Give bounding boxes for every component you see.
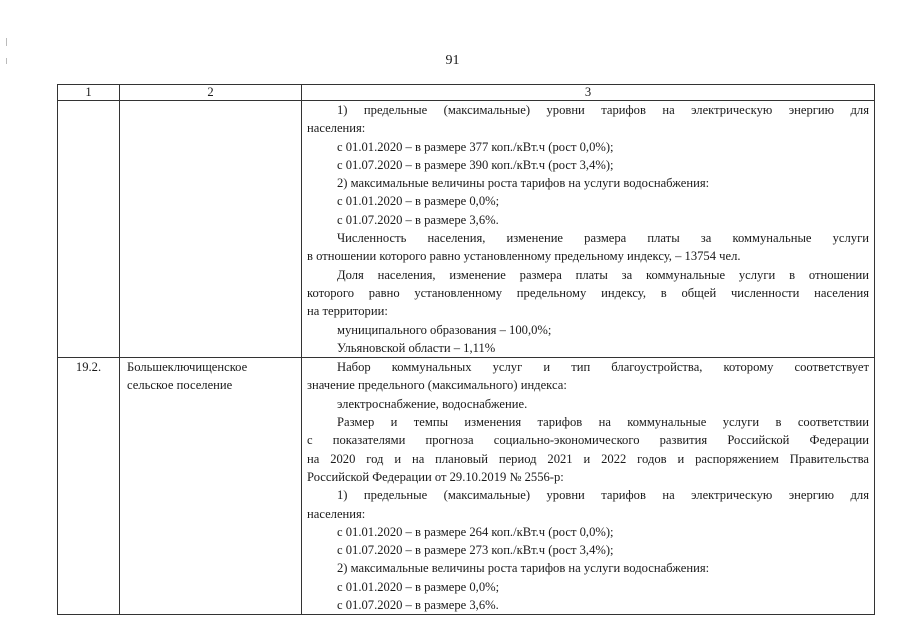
scan-edge-mark (6, 38, 7, 46)
text-line: с 01.07.2020 – в размере 3,6%. (337, 212, 499, 227)
text-line: с показателями прогноза социально-экономического развития Российской Федерации (307, 433, 869, 448)
text-line: с 01.01.2020 – в размере 0,0%; (337, 194, 500, 209)
text-line: Набор коммунальных услуг и тип благоустройства, которому соответствует (337, 360, 869, 375)
page-number: 91 (445, 53, 460, 68)
text-line: 1) предельные (максимальные) уровни тарифов на электрическую энергию для (337, 103, 869, 117)
text-line: с 01.07.2020 – в размере 390 коп./кВт.ч (рост 3,4%); (337, 157, 614, 172)
text-line: 1) предельные (максимальные) уровни тарифов на электрическую энергию для (337, 488, 869, 503)
tariff-description-cell (302, 358, 875, 615)
text-line: Доля населения, изменение размера платы за коммунальные услуги в отношении (337, 267, 869, 282)
text-line: на территории: (307, 304, 388, 319)
text-line: значение предельного (максимального) индекса: (307, 378, 567, 393)
text-line: 2) максимальные величины роста тарифов на услуги водоснабжения: (337, 561, 710, 576)
text-line: с 01.01.2020 – в размере 0,0%; (337, 579, 500, 594)
text-line: которого равно установленному предельному индексу, в общей численности населения (307, 285, 869, 300)
table-row (58, 101, 875, 358)
text-line: с 01.01.2020 – в размере 377 коп./кВт.ч (рост 0,0%); (337, 139, 614, 154)
text-line: 2) максимальные величины роста тарифов на услуги водоснабжения: (337, 176, 710, 191)
text-line: Размер и темпы изменения тарифов на коммунальные услуги в соответствии (337, 415, 869, 430)
text-line: муниципального образования – 100,0%; (337, 322, 552, 337)
text-line: на 2020 год и на плановый период 2021 и 2022 годов и распоряжением Правительства (307, 451, 869, 466)
settlement-name-cell (120, 358, 302, 615)
text-line: с 01.07.2020 – в размере 3,6%. (337, 598, 499, 613)
column-header-3: 3 (302, 85, 875, 101)
text-line: Ульяновской области – 1,11% (337, 340, 496, 355)
text-line: в отношении которого равно установленному предельному индексу, – 13754 чел. (307, 249, 741, 264)
settlement-name-line: Большеключищенское (127, 360, 248, 375)
row-number-cell: 19.2. (58, 358, 120, 615)
text-line: с 01.01.2020 – в размере 264 коп./кВт.ч (рост 0,0%); (337, 524, 614, 539)
text-line: населения: (307, 506, 366, 521)
text-line: населения: (307, 121, 366, 136)
table-header-row (58, 85, 875, 101)
row-number-cell (58, 101, 120, 358)
text-line: электроснабжение, водоснабжение. (337, 396, 528, 411)
table-row (58, 358, 875, 615)
settlement-name-cell (120, 101, 302, 358)
tariff-table (57, 84, 875, 615)
settlement-name-line: сельское поселение (127, 378, 233, 393)
text-line: с 01.07.2020 – в размере 273 коп./кВт.ч (рост 3,4%); (337, 543, 614, 558)
column-header-2: 2 (120, 85, 302, 101)
text-line: Численность населения, изменение размера платы за коммунальные услуги (337, 231, 869, 246)
text-line: Российской Федерации от 29.10.2019 № 2556-р: (307, 469, 564, 484)
column-header-1: 1 (58, 85, 120, 101)
tariff-description-cell (302, 101, 875, 358)
